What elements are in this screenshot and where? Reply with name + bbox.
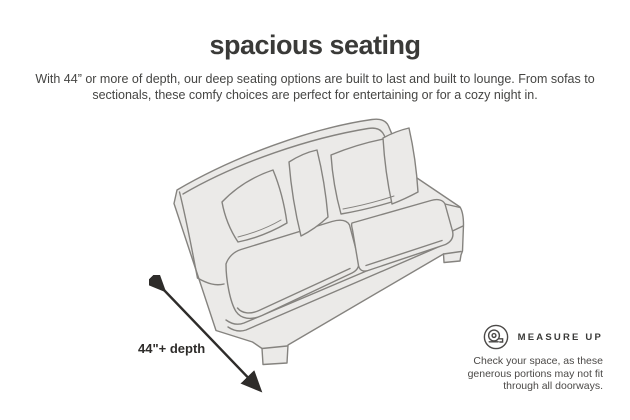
page-title: spacious seating: [209, 30, 421, 60]
depth-dimension-label: 44"+ depth: [138, 341, 206, 356]
depth-arrow: [149, 275, 273, 403]
measure-up-header: [423, 324, 603, 350]
measure-up-heading: MEASURE UP: [517, 331, 603, 343]
intro-paragraph: With 44” or more of depth, our deep seating options are built to last and built to lounge. From sofas to sectionals, these comfy choices are perfect for entertaining or for a cozy night in.: [35, 72, 595, 102]
measure-up-section: [423, 324, 603, 393]
tape-measure-icon: [483, 324, 509, 350]
measure-up-note: Check your space, as these generous portions may not fit through all doorways.: [467, 355, 603, 392]
